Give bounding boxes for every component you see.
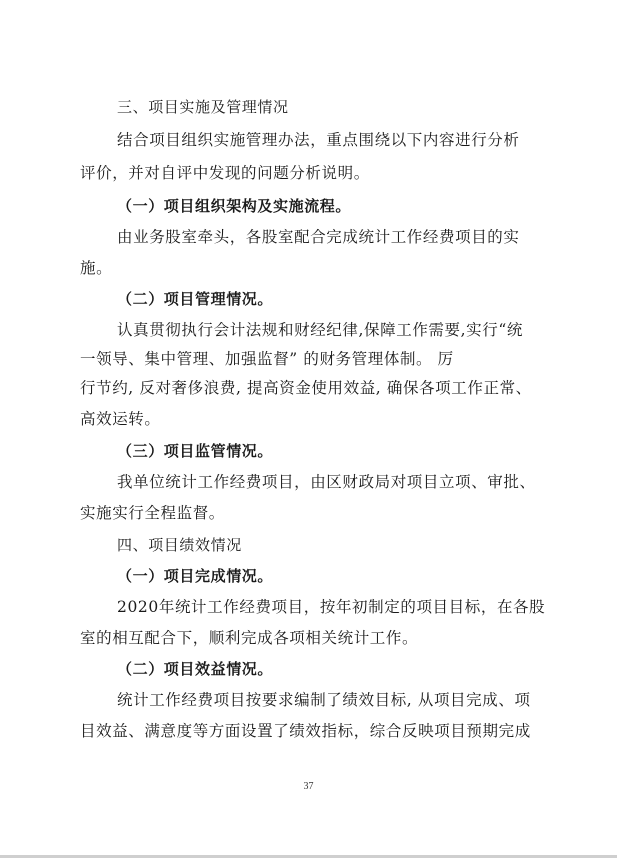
paragraph-line: 室的相互配合下，顺利完成各项相关统计工作。 bbox=[80, 629, 419, 647]
paragraph-line: 2020年统计工作经费项目，按年初制定的项目目标，在各股 bbox=[117, 598, 546, 616]
paragraph-line: 结合项目组织实施管理办法，重点围绕以下内容进行分析 bbox=[117, 131, 520, 149]
subsection-heading: （三）项目监管情况。 bbox=[117, 442, 274, 460]
subsection-heading: （二）项目管理情况。 bbox=[117, 290, 274, 308]
section-heading-4: 四、项目绩效情况 bbox=[117, 536, 242, 554]
paragraph-line: 施。 bbox=[80, 259, 113, 277]
paragraph-line: 行节约, 反对奢侈浪费, 提高资金使用效益, 确保各项工作正常、 bbox=[80, 379, 532, 397]
section-heading-3: 三、项目实施及管理情况 bbox=[117, 98, 289, 116]
subsection-heading: （二）项目效益情况。 bbox=[117, 660, 274, 678]
paragraph-line: 评价，并对自评中发现的问题分析说明。 bbox=[80, 164, 370, 182]
paragraph-line: 我单位统计工作经费项目，由区财政局对项目立项、审批、 bbox=[117, 473, 536, 491]
paragraph-line: 统计工作经费项目按要求编制了绩效目标, 从项目完成、项 bbox=[117, 691, 531, 709]
subsection-heading: （一）项目组织架构及实施流程。 bbox=[117, 197, 352, 215]
paragraph-line: 一领导、集中管理、加强监督” 的财务管理体制。 厉 bbox=[80, 350, 454, 368]
page-bottom-edge bbox=[0, 855, 617, 858]
paragraph-line: 认真贯彻执行会计法规和财经纪律,保障工作需要,实行“统 bbox=[117, 321, 523, 339]
subsection-heading: （一）项目完成情况。 bbox=[117, 567, 274, 585]
paragraph-line: 目效益、满意度等方面设置了绩效指标，综合反映项目预期完成 bbox=[80, 722, 531, 740]
paragraph-line: 高效运转。 bbox=[80, 410, 161, 428]
paragraph-line: 实施实行全程监督。 bbox=[80, 504, 225, 522]
paragraph-line: 由业务股室牵头，各股室配合完成统计工作经费项目的实 bbox=[117, 228, 520, 246]
page-number: 37 bbox=[303, 781, 314, 792]
